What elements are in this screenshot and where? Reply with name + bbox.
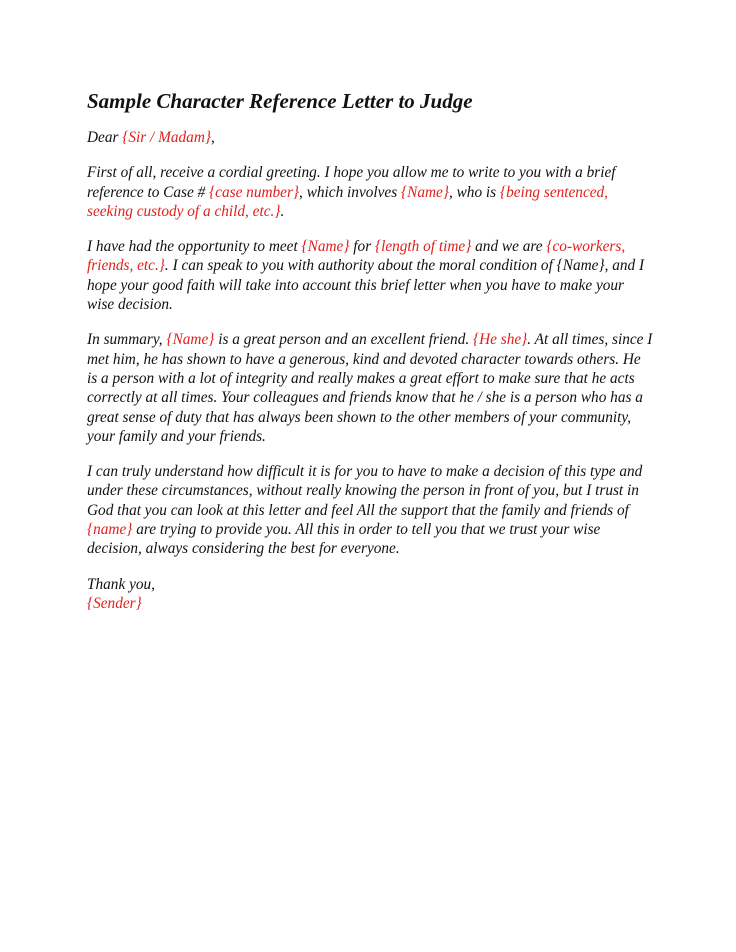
letter-body [87,88,653,613]
text-segment: is a great person and an excellent friend. [214,331,473,349]
placeholder-case-number: {case number} [209,183,300,201]
text-segment: and we are [471,238,547,256]
text-segment: I have had the opportunity to meet [87,238,302,256]
salutation-prefix: Dear [87,129,123,146]
placeholder-name: {Name} [401,183,449,201]
placeholder-pronoun: {He she} [473,331,528,349]
salutation [87,128,653,147]
placeholder-situation: {being sentenced, seeking custody of a child, etc.} [87,183,609,220]
salutation-suffix: , [211,129,215,146]
placeholder-relationship: {co-workers, friends, etc.} [87,238,626,275]
text-segment: . [280,202,285,220]
paragraph-intro [87,163,653,221]
placeholder-sender: {Sender} [87,594,142,612]
paragraph-conclusion [87,462,653,558]
text-segment: for [349,238,375,256]
text-segment: , who is [448,183,500,201]
text-segment: are trying to provide you. All this in order to tell you that we trust your wise decision, always considering the best for everyone. [87,521,601,558]
placeholder-recipient: {Sir / Madam} [122,129,211,146]
text-segment: , which involves [299,183,402,201]
placeholder-name: {Name} [301,238,350,256]
text-segment: I can truly understand how difficult it is for you to have to make a decision of this type and under these circumstances, without really knowing the person in front of you, but I trust in God that you can look at this letter and feel All the support that the family and friends of [87,463,643,519]
closing-thanks: Thank you, [87,575,155,593]
paragraph-relationship [87,237,653,314]
letter-title: Sample Character Reference Letter to Judge [87,89,473,113]
text-segment: In summary, [87,331,167,349]
placeholder-length-of-time: {length of time} [374,238,472,256]
placeholder-name: {Name} [166,331,215,349]
placeholder-name: {name} [87,521,133,539]
text-segment: . At all times, since I met him, he has shown to have a generous, kind and devoted character towards others. He is a person with a lot of integrity and really makes a great effort to make sure that he acts correctly at all times. Your colleagues and friends know that he / she is a person who has a great sense of duty that has always been shown to the other members of your community, your family and your friends. [87,331,653,445]
text-segment: . I can speak to you with authority about the moral condition of {Name}, and I hope your good faith will take into account this brief letter when you have to make your wise decision. [87,257,645,314]
closing-block [87,575,653,614]
paragraph-summary [87,330,653,446]
text-segment: First of all, receive a cordial greeting. I hope you allow me to write to you with a brief reference to Case # [87,164,616,201]
